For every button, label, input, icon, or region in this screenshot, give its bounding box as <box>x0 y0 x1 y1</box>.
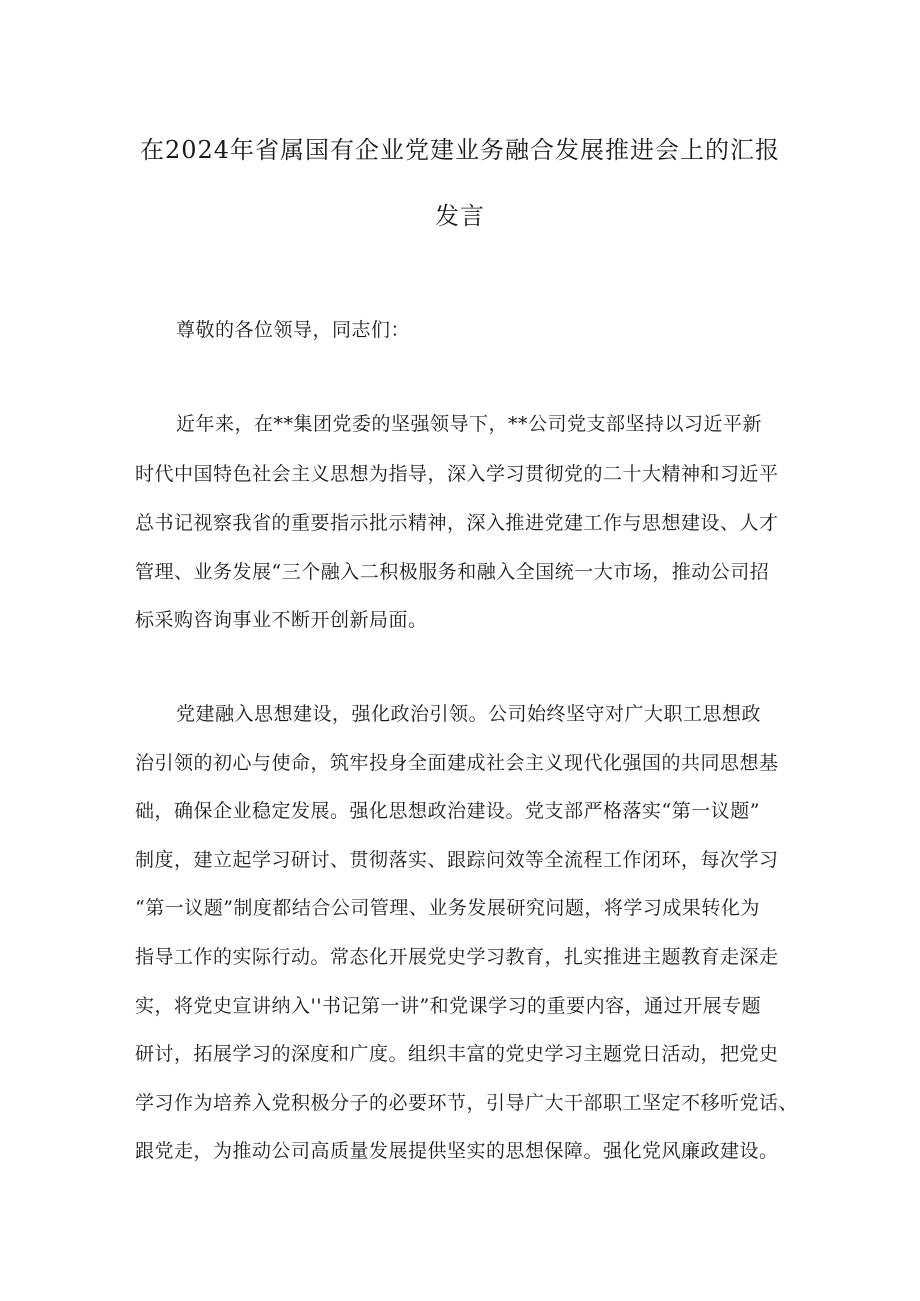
paragraph-line: 指导工作的实际行动。常态化开展党史学习教育，扎实推进主题教育走深走 <box>135 946 779 968</box>
paragraph-line: 础，确保企业稳定发展。强化思想政治建设。党支部严格落实“第一议题” <box>135 800 760 822</box>
paragraph-line: 实，将党史宣讲纳入''书记第一讲”和党课学习的重要内容，通过开展专题 <box>135 995 762 1017</box>
paragraph-line: 时代中国特色社会主义思想为指导，深入学习贯彻党的二十大精神和习近平 <box>135 463 779 485</box>
document-title-line-2: 发言 <box>435 202 485 230</box>
paragraph-line: 学习作为培养入党积极分子的必要环节，引导广大干部职工坚定不移听党话、 <box>135 1092 799 1114</box>
paragraph-line: 总书记视察我省的重要指示批示精神，深入推进党建工作与思想建设、人才 <box>135 512 779 534</box>
paragraph-line: 党建融入思想建设，强化政治引领。公司始终坚守对广大职工思想政 <box>176 703 762 725</box>
paragraph-line: 近年来，在**集团党委的坚强领导下，**公司党支部坚持以习近平新 <box>176 413 763 435</box>
document-title-line-1: 在2024年省属国有企业党建业务融合发展推进会上的汇报 <box>139 136 781 164</box>
paragraph-line: “第一议题”制度都结合公司管理、业务发展研究问题，将学习成果转化为 <box>135 897 760 919</box>
paragraph-line: 标采购咨询事业不断开创新局面。 <box>135 609 428 631</box>
paragraph-line: 研讨，拓展学习的深度和广度。组织丰富的党史学习主题党日活动，把党史 <box>135 1043 779 1065</box>
salutation: 尊敬的各位领导，同志们： <box>176 319 411 341</box>
paragraph-line: 跟党走，为推动公司高质量发展提供坚实的思想保障。强化党风廉政建设。 <box>135 1140 779 1162</box>
paragraph-line: 管理、业务发展“三个融入二积极服务和融入全国统一大市场，推动公司招 <box>135 561 770 583</box>
paragraph-line: 治引领的初心与使命，筑牢投身全面建成社会主义现代化强国的共同思想基 <box>135 752 779 774</box>
paragraph-line: 制度，建立起学习研讨、贯彻落实、跟踪问效等全流程工作闭环，每次学习 <box>135 849 779 871</box>
